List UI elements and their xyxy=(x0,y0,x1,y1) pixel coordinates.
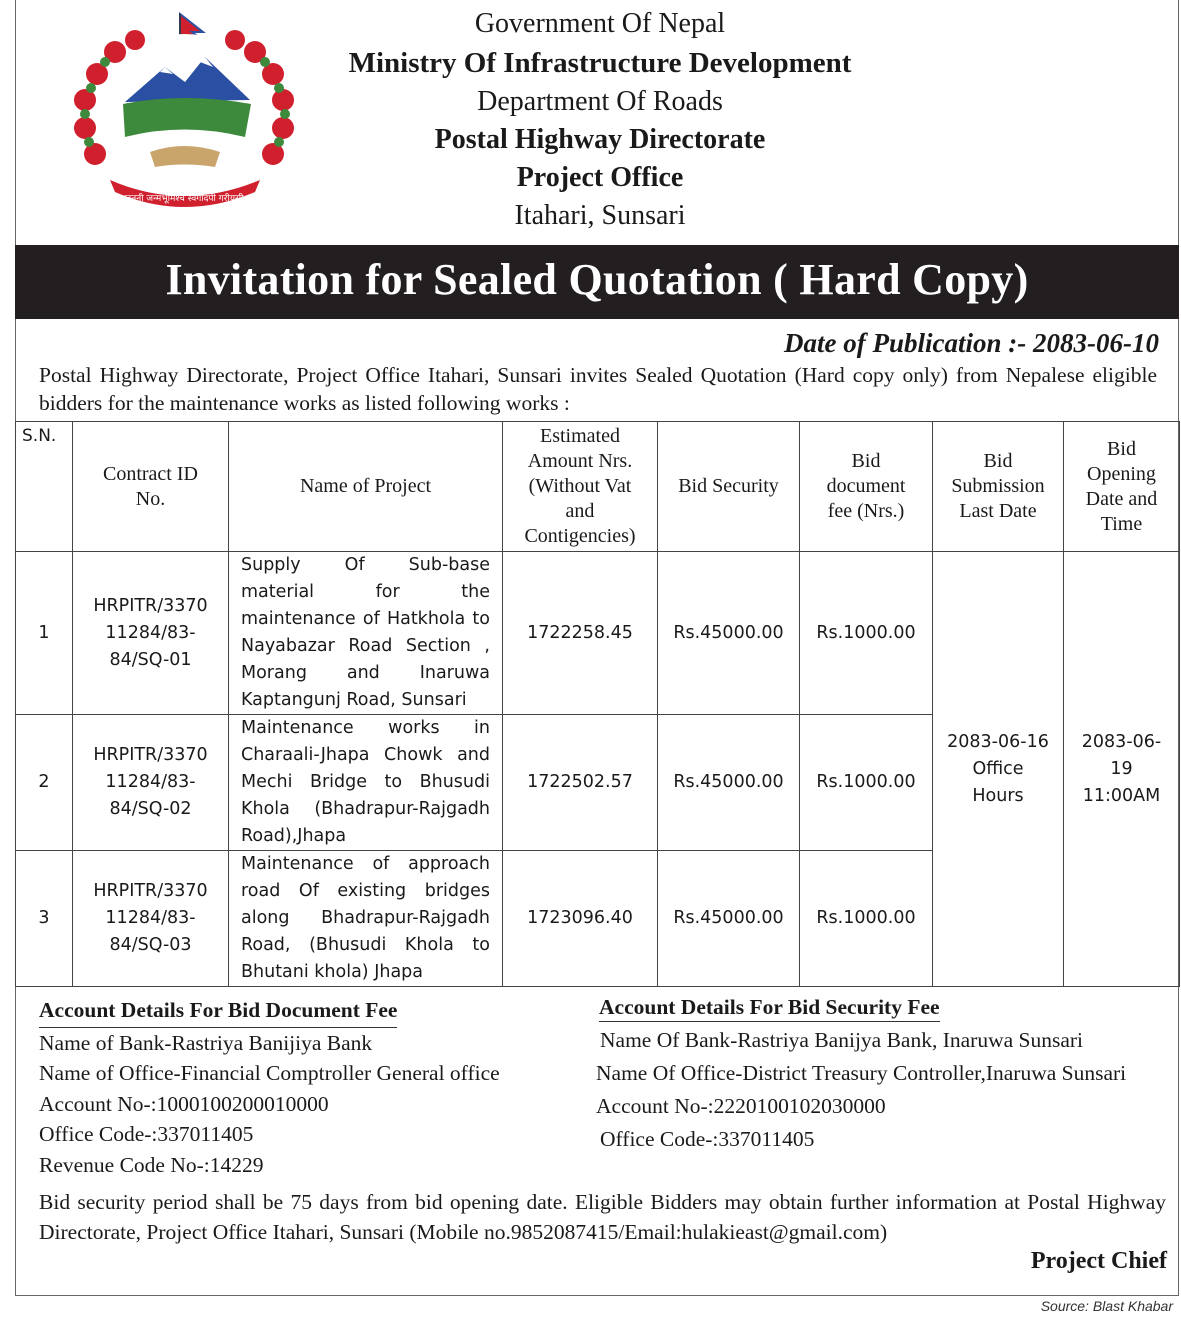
header-doc-fee: Bid document fee (Nrs.) xyxy=(800,422,933,552)
row-doc-fee: Rs.1000.00 xyxy=(800,715,933,851)
row-amount: 1722502.57 xyxy=(503,715,658,851)
doc-fee-revenue-code: Revenue Code No-:14229 xyxy=(39,1152,264,1177)
row-project: Maintenance of approach road Of existing bridges along Bhadrapur-Rajgadh Road, (Bhusudi Khola to Bhutani khola) Jhapa xyxy=(229,851,503,987)
ministry-heading: Ministry Of Infrastructure Development xyxy=(348,47,852,79)
header-sn: S.N. xyxy=(16,422,73,552)
publication-date: Date of Publication :- 2083-06-10 xyxy=(784,328,1159,358)
row-doc-fee: Rs.1000.00 xyxy=(800,552,933,715)
directorate-heading: Postal Highway Directorate xyxy=(434,124,766,155)
doc-fee-account-title: Account Details For Bid Document Fee xyxy=(39,995,397,1028)
location-heading: Itahari, Sunsari xyxy=(514,200,686,231)
security-fee-account-title: Account Details For Bid Security Fee xyxy=(599,995,940,1022)
row-bid-security: Rs.45000.00 xyxy=(658,552,800,715)
svg-text:जननी जन्मभूमिश्च स्वर्गादपी गर: जननी जन्मभूमिश्च स्वर्गादपी गरीयसी xyxy=(124,194,244,204)
row-doc-fee: Rs.1000.00 xyxy=(800,851,933,987)
row-bid-security: Rs.45000.00 xyxy=(658,715,800,851)
table-header-row xyxy=(16,422,1180,552)
security-fee-bank: Name Of Bank-Rastriya Banijya Bank, Inaruwa Sunsari xyxy=(600,1028,1084,1052)
row-sn: 3 xyxy=(16,851,73,987)
row-project: Maintenance works in Charaali-Jhapa Chowk and Mechi Bridge to Bhusudi Khola (Bhadrapur-Rajgadh Road),Jhapa xyxy=(229,715,503,851)
row-amount: 1723096.40 xyxy=(503,851,658,987)
project-office-heading: Project Office xyxy=(516,162,684,193)
doc-fee-bank: Name of Bank-Rastriya Banijiya Bank xyxy=(39,1030,373,1055)
row-bid-security: Rs.45000.00 xyxy=(658,851,800,987)
department-heading: Department Of Roads xyxy=(477,86,723,117)
header-amount: Estimated Amount Nrs.(Without Vat and Contigencies) xyxy=(503,422,658,552)
security-fee-office-code: Office Code-:337011405 xyxy=(600,1127,815,1151)
row-project: Supply Of Sub-base material for the maintenance of Hatkhola to Nayabazar Road Section , Morang and Inaruwa Kaptangunj Road, Sunsari xyxy=(229,552,503,715)
intro-paragraph: Postal Highway Directorate, Project Office Itahari, Sunsari invites Sealed Quotation (Hard copy only) from Nepalese eligible bidders for the maintenance works as listed following works : xyxy=(39,363,1157,415)
row-sn: 1 xyxy=(16,552,73,715)
table-row xyxy=(16,552,1180,715)
row-amount: 1722258.45 xyxy=(503,552,658,715)
row-contract-id: HRPITR/3370 11284/83-84/SQ-02 xyxy=(73,715,229,851)
doc-fee-account-section xyxy=(39,995,579,1180)
row-contract-id: HRPITR/3370 11284/83-84/SQ-03 xyxy=(73,851,229,987)
nepal-emblem-icon xyxy=(55,12,313,212)
header-submission-date: Bid Submission Last Date xyxy=(933,422,1064,552)
notice-title-banner: Invitation for Sealed Quotation ( Hard Copy) xyxy=(15,245,1179,319)
bid-security-note: Bid security period shall be 75 days from bid opening date. Eligible Bidders may obtain further information at Postal Highway Directorate, Project Office Itahari, Sunsari (Mobile no.9852087415/Email:hulakieast@gmail.com) xyxy=(39,1190,1166,1244)
security-fee-office: Name Of Office-District Treasury Controller,Inaruwa Sunsari xyxy=(596,1061,1127,1085)
header-opening-date: Bid Opening Date and Time xyxy=(1064,422,1180,552)
row-contract-id: HRPITR/3370 11284/83-84/SQ-01 xyxy=(73,552,229,715)
works-table xyxy=(15,421,1180,987)
signatory: Project Chief xyxy=(1030,1248,1167,1274)
doc-fee-office-code: Office Code-:337011405 xyxy=(39,1122,254,1146)
doc-fee-account-no: Account No-:1000100200010000 xyxy=(39,1091,329,1116)
government-heading: Government Of Nepal xyxy=(474,8,726,39)
submission-date-cell: 2083-06-16 Office Hours xyxy=(933,552,1064,987)
row-sn: 2 xyxy=(16,715,73,851)
source-credit: Source: Blast Khabar xyxy=(1040,1298,1173,1314)
security-fee-account-no: Account No-:2220100102030000 xyxy=(596,1094,886,1118)
header-contract-id: Contract ID No. xyxy=(73,422,229,552)
opening-date-cell: 2083-06-19 11:00AM xyxy=(1064,552,1180,987)
header-bid-security: Bid Security xyxy=(658,422,800,552)
header-project: Name of Project xyxy=(229,422,503,552)
doc-fee-office: Name of Office-Financial Comptroller General office xyxy=(39,1061,500,1085)
